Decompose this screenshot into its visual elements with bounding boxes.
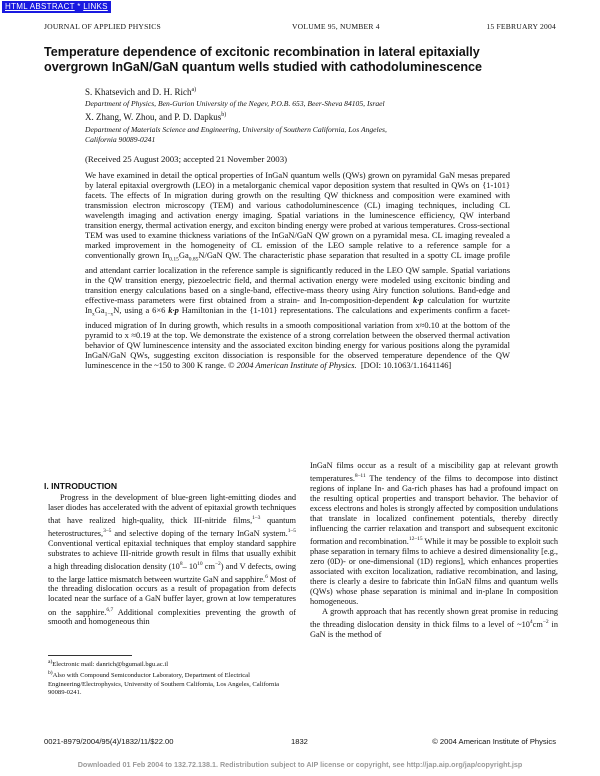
- body-text: in GaN is the method of: [310, 620, 559, 640]
- body-text: Additional complexities preventing the growth of smooth and homogeneous thin: [48, 607, 297, 627]
- page-number: 1832: [291, 737, 308, 746]
- kp-symbol: k·p: [412, 295, 424, 306]
- title-line-1: Temperature dependence of excitonic recombination in lateral epitaxially: [44, 45, 480, 59]
- body-text: The tendency of the films to decompose into distinct regions of inplane In- and Ga-rich phases has had a profound impact on the resulting optical properties and transport behavior. The behavior of excess electrons and holes is strongly affected by composition undulations that translate in localized confinement potentials, thereby directly influencing the carrier relaxation and transport and subsequent excitonic formation and recombination.: [310, 473, 558, 546]
- download-notice: Downloaded 01 Feb 2004 to 132.72.138.1. Redistribution subject to AIP license or copyright, see http://jap.aip.org/jap/copyright.jsp: [77, 760, 523, 769]
- superscript: −2: [542, 619, 549, 626]
- body-text: A growth approach that has recently shown great promise in reducing the threading dislocation density in thick films to a level of ~10: [310, 607, 558, 629]
- abstract-text: Ga: [178, 250, 189, 261]
- body-text: Conventional vertical epitaxial techniques that employ standard sapphire substrates to achieve III-nitride growth result in films that usually exhibit a high threading dislocation density (10: [48, 538, 296, 571]
- article-code: 0021-8979/2004/95(4)/1832/11/$22.00: [44, 737, 174, 746]
- abstract-text: We have examined in detail the optical properties of InGaN quantum wells (QWs) grown on pyramidal GaN mesas prepared by lateral epitaxial overgrowth (LEO) in a metalorganic chemical vapor deposition system that resulted in QWs on {1-101} facets. The effects of In migration during growth on the resulting QW thickness and composition were examined with transmission electron microscopy (TEM) and various cathodoluminescence (CL) imaging techniques, including CL wavelength imaging and activation energy imaging. Spatial variations in the luminescence efficiency, QW interband transition energy, thermal activation energy, and exciton binding energy were probed at various temperatures. Cross-sectional TEM was used to examine thickness variations of the InGaN/GaN QW grown on a pyramidal mesa. CL imaging revealed a marked improvement in the homogeneity of CL emission of the LEO sample relative to a reference sample for a conventionally grown In: [85, 170, 510, 261]
- volume-number: VOLUME 95, NUMBER 4: [292, 22, 380, 31]
- body-text: cm: [202, 561, 215, 571]
- title-line-2: overgrown InGaN/GaN quantum wells studied with cathodoluminescence: [44, 59, 483, 74]
- affiliation-1: Department of Physics, Ben-Gurion University of the Negev, P.O.B. 653, Beer-Sheva 84105, Israel: [85, 99, 385, 108]
- footnote-divider: [48, 655, 132, 656]
- issue-date: 15 FEBRUARY 2004: [486, 22, 556, 31]
- author-group-2: [85, 112, 226, 122]
- citation: 6,7: [106, 606, 114, 613]
- body-text: – 10: [182, 561, 198, 571]
- author-group-1: [85, 87, 196, 97]
- abstract-text: calculation for wurtzite In: [85, 295, 510, 316]
- superscript: −2: [214, 560, 221, 567]
- right-column-text: [310, 461, 558, 640]
- abstract-text: N/GaN QW. The characteristic phase separation that resulted in a spotty CL image profile and attendant carrier localization in the reference sample is significantly reduced in the LEO QW sample. Spatial variations in the QW transition energy, piezoelectric field, and thermal activation energy were modeled using excitonic binding and transition energy calculations based on a single-band, effective-mass theory using Airy function solutions. Band-edge and effective-mass parameters were first obtained from a strain- and In-composition-dependent: [85, 250, 510, 306]
- body-text: InGaN films occur as a result of a miscibility gap at relevant growth temperatures.: [310, 461, 558, 483]
- author-note-mark-1: a): [191, 87, 197, 93]
- paragraph: [310, 607, 558, 640]
- body-text: ) and V defects, owing to the large lattice mismatch between wurtzite GaN and sapphire.: [48, 561, 296, 584]
- citation: 1–3: [252, 515, 261, 522]
- abstract-text: Hamiltonian in the {1-101} representations. The calculations and experiments confirm a facet-induced migration of In during growth, which results in a smooth compositional variation from x≈0.10 at the bottom of the pyramid to x ≈0.19 at the top. We demonstrate the existence of a strong correlation between the observed thermal activation behavior of QW luminescence intensity and the associated exciton binding energy for various positions along the pyramidal InGaN/GaN QWs, suggesting exciton dissociation is responsible for the observed temperature dependence of the QW luminescence in the ~150 to 300 K range.: [85, 305, 510, 371]
- affiliation-2-line-2: California 90089-0241: [85, 135, 156, 144]
- citation: 3–5: [103, 527, 112, 534]
- kp-symbol: k·p: [168, 305, 179, 316]
- footnote-a: [48, 658, 298, 669]
- subscript: x: [92, 311, 95, 318]
- subscript: 0.15: [169, 257, 179, 264]
- section-heading: I. INTRODUCTION: [44, 481, 118, 491]
- received-dates: (Received 25 August 2003; accepted 21 November 2003): [85, 154, 288, 164]
- doi[interactable]: [DOI: 10.1063/1.1641146]: [360, 360, 452, 371]
- journal-name: JOURNAL OF APPLIED PHYSICS: [44, 22, 161, 31]
- top-link-bar: [2, 1, 111, 13]
- footnote-text: Electronic mail: danrich@bgumail.bgu.ac.il: [52, 661, 169, 669]
- citation: 12–15: [408, 536, 423, 543]
- footnote-b: [48, 669, 298, 697]
- superscript: 4: [529, 619, 533, 626]
- body-text: cm: [532, 620, 543, 629]
- abstract-text: Ga: [94, 305, 105, 316]
- copyright-notice: © 2004 American Institute of Physics.: [228, 360, 357, 371]
- subscript: 1−x: [104, 311, 114, 318]
- links-link[interactable]: LINKS: [83, 2, 108, 11]
- html-abstract-link[interactable]: HTML ABSTRACT: [5, 2, 75, 11]
- affiliation-2: [85, 125, 505, 145]
- footnote-mark: b): [48, 670, 53, 677]
- paragraph: [310, 461, 558, 607]
- superscript: 10: [197, 560, 203, 567]
- article-title: [44, 45, 564, 74]
- footnote-text: Also with Compound Semiconductor Laboratory, Department of Electrical Engineering/Electrophysics, University of Southern California, Los Angeles, California 90089-0241.: [48, 672, 280, 696]
- link-separator: *: [77, 2, 81, 11]
- abstract-text: N, using a 6×6: [113, 305, 169, 316]
- body-text: While it may be possible to exploit such phase separation in ternary films to achieve a desired dimensionality [e.g., zero (0D)- or one-dimensional (1D) regions], which enhances properties associated with exciton localization, radiative recombination, and lasing, there is clearly a desire to fabricate thin InGaN films and quantum wells (QWs) whose phase separation is minimal and in-plane In composition homogeneous.: [310, 536, 559, 607]
- body-text: Progress in the development of blue-green light-emitting diodes and laser diodes has accelerated with the advent of epitaxial growth techniques that have realized high-quality, thick III-nitride films,: [48, 493, 296, 525]
- subscript: 0.85: [188, 257, 199, 264]
- left-column-text: [48, 493, 296, 627]
- citation: 1–5: [287, 527, 296, 534]
- affiliation-2-line-1: Department of Materials Science and Engineering, University of Southern California, Los Angeles,: [85, 125, 387, 134]
- body-text: quantum heterostructures,: [48, 515, 297, 538]
- abstract: [85, 170, 510, 370]
- author-names-2: X. Zhang, W. Zhou, and P. D. Dapkus: [85, 112, 222, 122]
- body-text: Most of the threading dislocation occurs as a result of propagation from defects located near the surface of a GaN buffer layer, grown at low temperatures on the sapphire.: [48, 574, 296, 617]
- body-text: and selective doping of the ternary InGaN system.: [111, 528, 288, 538]
- footnotes: [48, 658, 298, 697]
- footnote-mark: a): [48, 659, 53, 665]
- citation: 8–11: [354, 473, 366, 480]
- citation: 6: [265, 573, 268, 580]
- author-names-1: S. Khatsevich and D. H. Rich: [85, 87, 192, 97]
- footer-copyright: © 2004 American Institute of Physics: [432, 737, 556, 746]
- superscript: 8: [179, 560, 183, 567]
- author-note-mark-2: b): [221, 112, 227, 118]
